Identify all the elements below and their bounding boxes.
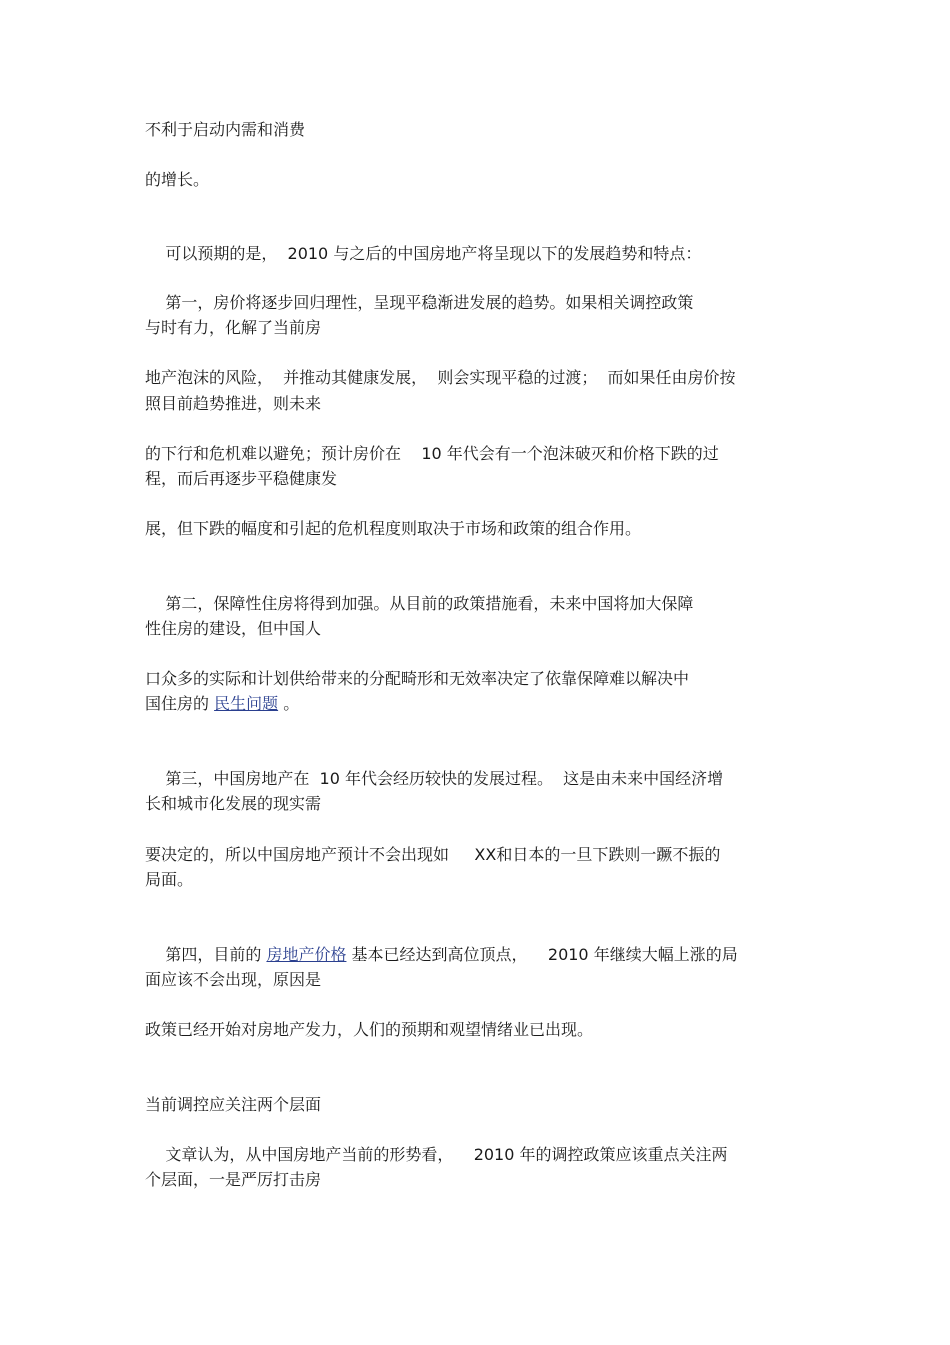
paragraph-first: 第一，房价将逐步回归理性，呈现平稳渐进发展的趋势。如果相关调控政策 bbox=[145, 293, 694, 312]
section-heading: 当前调控应关注两个层面 bbox=[145, 1095, 322, 1114]
text-segment: 第四，目前的 bbox=[145, 945, 267, 964]
text-line: 不利于启动内需和消费 bbox=[145, 120, 306, 139]
text-line: 个层面，一是严厉打击房 bbox=[145, 1170, 322, 1189]
text-line bbox=[145, 692, 299, 716]
text-line: 性住房的建设，但中国人 bbox=[145, 619, 322, 638]
text-segment: 。 bbox=[278, 694, 300, 713]
text-segment: 国住房的 bbox=[145, 694, 215, 713]
link-minsheng-wenti[interactable]: 民生问题 bbox=[214, 694, 279, 713]
text-line: 的增长。 bbox=[145, 170, 210, 189]
paragraph-third: 第三，中国房地产在 10 年代会经历较快的发展过程。 这是由未来中国经济增 bbox=[145, 769, 724, 788]
paragraph-fourth bbox=[145, 943, 738, 967]
text-line: 要决定的，所以中国房地产预计不会出现如 XX和日本的一旦下跌则一蹶不振的 bbox=[145, 845, 721, 864]
text-line: 与时有力，化解了当前房 bbox=[145, 318, 322, 337]
text-line: 程，而后再逐步平稳健康发 bbox=[145, 469, 338, 488]
text-line: 的下行和危机难以避免；预计房价在 10 年代会有一个泡沫破灭和价格下跌的过 bbox=[145, 444, 719, 463]
text-segment: 基本已经达到高位顶点， 2010 年继续大幅上涨的局 bbox=[346, 945, 738, 964]
text-line: 口众多的实际和计划供给带来的分配畸形和无效率决定了依靠保障难以解决中 bbox=[145, 669, 690, 688]
text-line: 长和城市化发展的现实需 bbox=[145, 794, 322, 813]
text-line: 局面。 bbox=[145, 870, 194, 889]
paragraph-second: 第二，保障性住房将得到加强。从目前的政策措施看，未来中国将加大保障 bbox=[145, 594, 694, 613]
text-line: 展，但下跌的幅度和引起的危机程度则取决于市场和政策的组合作用。 bbox=[145, 519, 642, 538]
paragraph-intro: 可以预期的是， 2010 与之后的中国房地产将呈现以下的发展趋势和特点： bbox=[145, 244, 702, 263]
text-line: 面应该不会出现，原因是 bbox=[145, 970, 322, 989]
text-line: 政策已经开始对房地产发力，人们的预期和观望情绪业已出现。 bbox=[145, 1020, 594, 1039]
paragraph-article: 文章认为，从中国房地产当前的形势看， 2010 年的调控政策应该重点关注两 bbox=[145, 1145, 728, 1164]
link-fangdichan-jiage[interactable]: 房地产价格 bbox=[266, 945, 347, 964]
text-line: 照目前趋势推进，则未来 bbox=[145, 394, 322, 413]
text-line: 地产泡沫的风险， 并推动其健康发展， 则会实现平稳的过渡； 而如果任由房价按 bbox=[145, 368, 736, 387]
